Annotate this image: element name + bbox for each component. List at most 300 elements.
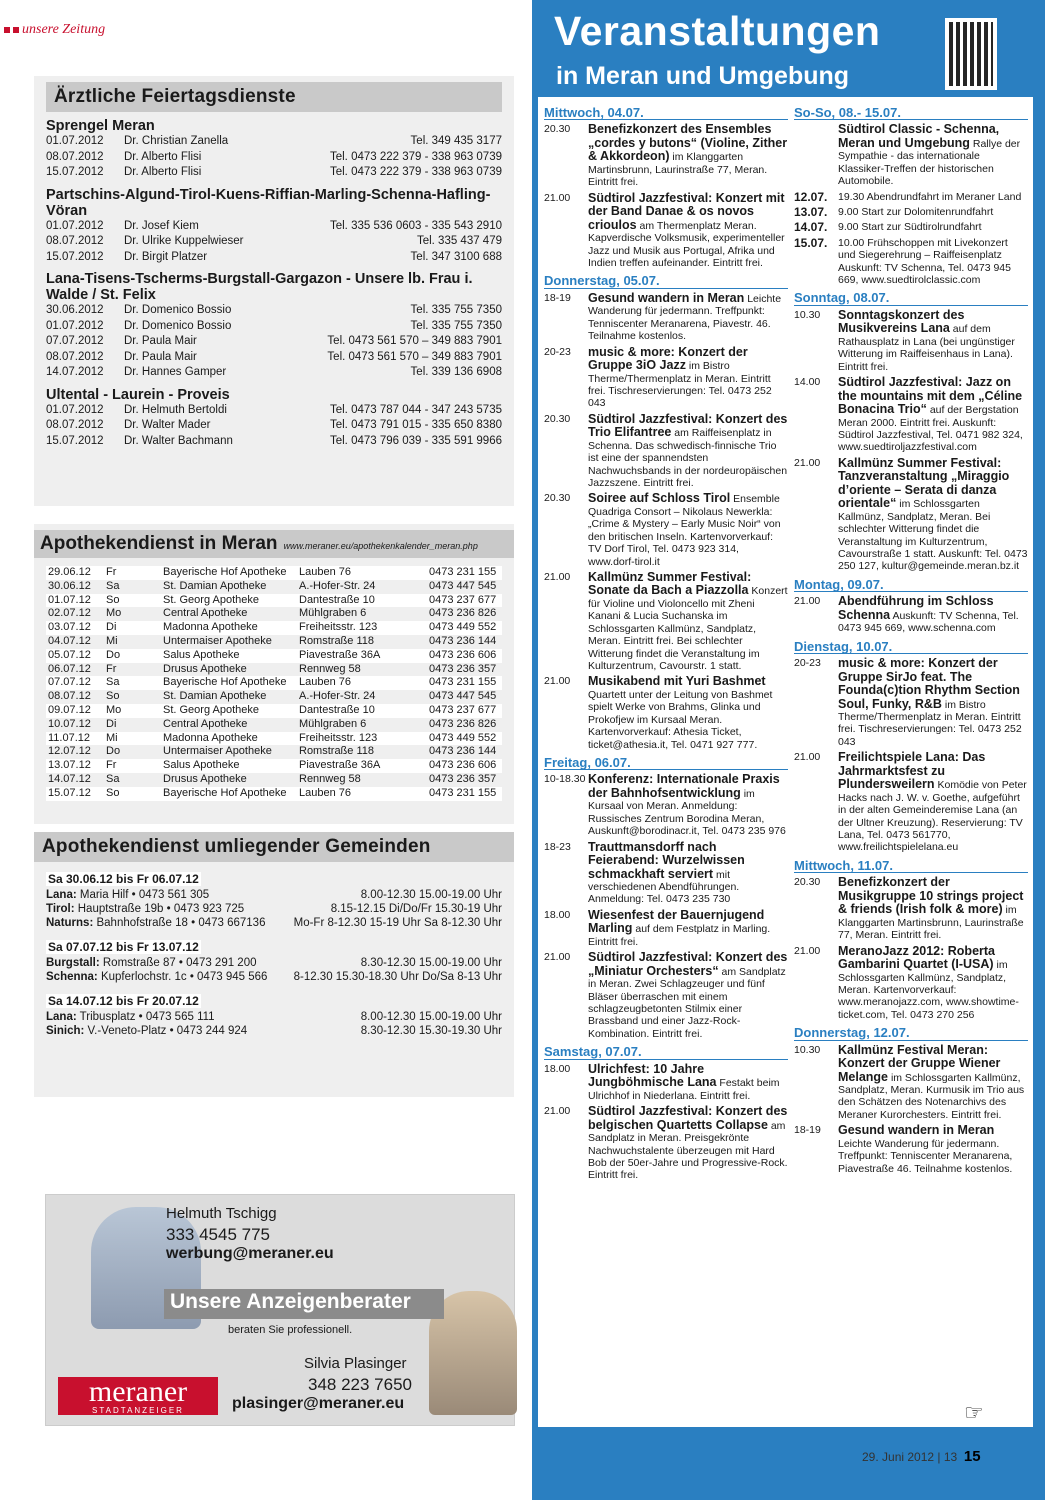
pharmacy-cell: 0473 447 545 xyxy=(429,579,497,592)
pharmacy-row xyxy=(46,676,502,690)
event-body xyxy=(588,346,788,410)
pharmacy-cell: Di xyxy=(106,621,117,634)
doctor-name: Dr. Alberto Flisi xyxy=(124,150,202,163)
event-body xyxy=(588,841,788,906)
event-day: Mittwoch, 11.07. xyxy=(794,860,1028,873)
event-day: Montag, 09.07. xyxy=(794,579,1028,592)
event-item xyxy=(794,221,1028,233)
duty-date: 01.07.2012 xyxy=(46,219,104,232)
group-name: Partschins-Algund-Tirol-Kuens-Riffian-Marling-Schenna-Hafling-Vöran xyxy=(46,186,491,219)
event-time: 21.00 xyxy=(544,951,571,964)
week-line xyxy=(46,970,502,984)
event-item xyxy=(544,413,788,490)
week-head: Sa 30.06.12 bis Fr 06.07.12 xyxy=(48,872,199,886)
doctor-name: Dr. Paula Mair xyxy=(124,350,197,363)
event-body xyxy=(838,876,1028,941)
duty-date: 15.07.2012 xyxy=(46,250,104,263)
doctor-row xyxy=(46,219,502,235)
week-place xyxy=(46,916,265,930)
event-time: 21.00 xyxy=(544,1105,571,1118)
event-headline: Kallmünz Summer Festival: Sonate da Bach a Piazzolla xyxy=(588,569,752,598)
event-headline: music & more: Konzert der Gruppe SirJo feat. The Founda(c)tion Rhythm Section Soul, Funky, R&B xyxy=(838,656,1020,711)
event-time: 18-19 xyxy=(544,291,571,304)
event-body xyxy=(838,457,1028,573)
place-name: Schenna: xyxy=(46,971,98,983)
event-time: 20.30 xyxy=(544,412,571,425)
ad-mail2[interactable]: plasinger@meraner.eu xyxy=(232,1395,405,1412)
doctor-row xyxy=(46,250,502,266)
week-head: Sa 14.07.12 bis Fr 20.07.12 xyxy=(48,994,199,1008)
pharmacy-cell: Sa xyxy=(106,579,120,592)
doctor-name: Dr. Christian Zanella xyxy=(124,135,229,147)
pharmacy-row xyxy=(46,607,502,621)
event-text: im Klanggarten Martinsbrunn, Laurinstraße 77, Meran. Eintritt frei. xyxy=(588,151,768,189)
event-time: 21.00 xyxy=(544,570,571,583)
pharmacy-cell: 0473 236 144 xyxy=(429,745,497,758)
ad-phone1: 333 4545 775 xyxy=(166,1225,270,1244)
event-time: 20.30 xyxy=(794,876,821,889)
pharmacy-row xyxy=(46,704,502,718)
event-text: 9.00 Start zur Südtirolrundfahrt xyxy=(838,221,982,234)
event-text: mit verschiedenen Abendführungen. Anmeldung: Tel. 0473 235 730 xyxy=(588,868,740,906)
events-title: Veranstaltungen xyxy=(554,8,881,54)
event-item xyxy=(794,376,1028,454)
doctor-phone: Tel. 339 136 6908 xyxy=(410,366,502,378)
event-time: 10.30 xyxy=(794,308,821,321)
doctor-row xyxy=(46,319,502,335)
group-name: Lana-Tisens-Tscherms-Burgstall-Gargazon - Unsere lb. Frau i. Walde / St. Felix xyxy=(46,271,473,303)
pharmacy-cell: Drusus Apotheke xyxy=(163,772,247,785)
logo-text: meraner xyxy=(88,1375,188,1408)
event-text: im Schlossgarten Kallmünz, Sandplatz, Meran. Kartenvorverkauf: www.meranojazz.com, www.showtime-ticket.com, Tel. 0473 270 256 xyxy=(838,959,1019,1021)
event-headline: Abendführung im Schloss Schenna xyxy=(838,594,994,622)
pharmacy-cell: Fr xyxy=(106,566,117,578)
place-address: Hauptstraße 19b • 0473 923 725 xyxy=(77,903,245,915)
pharmacy-cell: Piavestraße 36A xyxy=(299,759,381,772)
qr-code-icon[interactable] xyxy=(945,18,997,90)
doctor-phone: Tel. 335 755 7350 xyxy=(410,304,502,316)
event-body xyxy=(838,237,1028,287)
event-body xyxy=(838,191,1028,203)
pharmacy-cell: Rennweg 58 xyxy=(299,662,361,675)
pharmacy-cell: 07.07.12 xyxy=(48,676,91,689)
doctor-group xyxy=(46,271,502,381)
doctor-phone: Tel. 335 755 7350 xyxy=(410,319,502,332)
pharmacy-row xyxy=(46,732,502,746)
footer-date: 29. Juni 2012 | 13 xyxy=(862,1450,958,1464)
duty-date: 08.07.2012 xyxy=(46,350,104,363)
doctor-name: Dr. Paula Mair xyxy=(124,335,197,347)
place-name: Tirol: xyxy=(46,903,75,915)
apo-header xyxy=(34,530,514,558)
doctor-name: Dr. Helmuth Bertoldi xyxy=(124,403,227,416)
event-time: 20-23 xyxy=(794,657,821,670)
event-item xyxy=(794,595,1028,634)
event-headline: Südtirol Classic - Schenna, Meran und Umgebung xyxy=(838,122,1000,150)
pharmacy-cell: Dantestraße 10 xyxy=(299,703,375,716)
apo-url[interactable]: www.meraner.eu/apothekenkalender_meran.php xyxy=(283,541,478,551)
left-column xyxy=(34,76,514,1097)
week-line xyxy=(46,956,502,970)
place-address: Maria Hilf • 0473 561 305 xyxy=(79,889,210,901)
place-address: Tribusplatz • 0473 565 111 xyxy=(79,1011,215,1023)
pharmacy-cell: Romstraße 118 xyxy=(299,634,374,647)
week-line xyxy=(46,902,502,916)
doctor-phone: Tel. 0473 561 570 – 349 883 7901 xyxy=(327,335,502,347)
event-body xyxy=(838,123,1028,187)
duty-date: 08.07.2012 xyxy=(46,235,104,247)
event-body xyxy=(588,773,788,837)
pharmacy-cell: A.-Hofer-Str. 24 xyxy=(299,579,376,592)
event-body xyxy=(838,376,1028,454)
event-time: 13.07. xyxy=(794,205,828,220)
event-time: 10.30 xyxy=(794,1043,821,1056)
event-item xyxy=(544,841,788,906)
doctor-name: Dr. Domenico Bossio xyxy=(124,319,232,332)
event-body xyxy=(588,1105,788,1182)
event-time: 18.00 xyxy=(544,908,571,921)
week-place xyxy=(46,970,267,984)
doctor-name: Dr. Walter Mader xyxy=(124,419,211,431)
week-place xyxy=(46,1010,215,1024)
week-line xyxy=(46,916,502,930)
doctor-row xyxy=(46,350,502,366)
pharmacy-row xyxy=(46,773,502,787)
pharmacy-cell: 30.06.12 xyxy=(48,579,91,592)
events-section xyxy=(532,0,1045,1500)
doctor-row xyxy=(46,434,502,450)
event-item xyxy=(794,309,1028,373)
event-item xyxy=(794,206,1028,218)
duty-date: 01.07.2012 xyxy=(46,135,104,147)
week-line xyxy=(46,1010,502,1024)
place-name: Lana: xyxy=(46,889,77,901)
event-item xyxy=(794,191,1028,203)
pharmacy-cell: 0473 231 155 xyxy=(429,566,497,578)
event-headline: Sonntagskonzert des Musikvereins Lana xyxy=(838,307,965,336)
publication-mark: unsere Zeitung xyxy=(4,22,105,38)
week-head: Sa 07.07.12 bis Fr 13.07.12 xyxy=(48,940,199,954)
apo-table xyxy=(46,566,502,801)
doctor-row xyxy=(46,165,502,181)
pharmacy-cell: 03.07.12 xyxy=(48,621,91,634)
ad-phone2: 348 223 7650 xyxy=(308,1375,412,1394)
events-col-left xyxy=(544,101,788,1182)
event-body xyxy=(838,657,1028,748)
event-time: 20-23 xyxy=(544,345,571,358)
event-headline: Trauttmansdorff nach Feierabend: Wurzelwissen schmackhaft serviert xyxy=(588,839,745,881)
event-text: Festakt beim Ulrichhof in Niederlana. Eintritt frei. xyxy=(588,1077,780,1102)
doctor-phone: Tel. 0473 787 044 - 347 243 5735 xyxy=(329,403,502,416)
doctor-name: Dr. Domenico Bossio xyxy=(124,304,232,316)
pharmacy-cell: St. Damian Apotheke xyxy=(163,579,267,592)
duty-date: 15.07.2012 xyxy=(46,166,104,178)
event-body xyxy=(588,292,788,343)
event-text: im Kursaal von Meran. Anmeldung: Russisches Zentrum Borodina Meran, Auskunft@borodinacr.it, Tel. 0473 235 976 xyxy=(588,787,786,838)
ad-sub: beraten Sie professionell. xyxy=(228,1324,353,1336)
event-text: Ensemble Quadriga Consort – Nikolaus Newerkla: „Crime & Mystery – Early Music Noir“ von den britischen Inseln. Kartenvorverkauf: TV Dorf Tirol, Tel. 0473 923 314, www.dorf-tirol.it xyxy=(588,493,781,568)
pharmacy-cell: 0473 237 677 xyxy=(429,703,497,716)
event-day: Freitag, 06.07. xyxy=(544,757,788,770)
doctor-name: Dr. Birgit Platzer xyxy=(124,250,208,263)
pharmacy-row xyxy=(46,690,502,704)
week-place xyxy=(46,888,209,902)
event-item xyxy=(544,1105,788,1182)
pharmacy-cell: 0473 237 677 xyxy=(429,593,497,606)
event-headline: MeranoJazz 2012: Roberta Gambarini Quartet (I-USA) xyxy=(838,943,996,972)
pharmacy-cell: Freiheitsstr. 123 xyxy=(299,621,378,634)
event-body xyxy=(838,1124,1028,1175)
doctor-row xyxy=(46,334,502,350)
event-time: 21.00 xyxy=(794,944,821,957)
pharmacy-cell: 29.06.12 xyxy=(48,566,91,578)
event-text: im Klanggarten Martinsbrunn, Laurinstraße 77, Meran. Eintritt frei. xyxy=(838,904,1024,942)
pharmacy-cell: Rennweg 58 xyxy=(299,772,361,785)
pharmacy-cell: Madonna Apotheke xyxy=(163,621,258,634)
pharmacy-cell: Mo xyxy=(106,607,122,620)
doctor-name: Dr. Josef Kiem xyxy=(124,219,199,232)
pharmacy-cell: Mi xyxy=(106,634,118,647)
doctor-name: Dr. Walter Bachmann xyxy=(124,434,233,447)
event-body xyxy=(588,909,788,948)
pharmacy-cell: Dantestraße 10 xyxy=(299,593,375,606)
pharmacy-cell: 05.07.12 xyxy=(48,648,91,661)
event-item xyxy=(544,123,788,188)
pharmacy-cell: Fr xyxy=(106,662,117,675)
event-body xyxy=(838,751,1028,854)
event-time: 21.00 xyxy=(794,751,821,764)
doctor-row xyxy=(46,303,502,319)
aerzte-groups xyxy=(46,118,502,449)
event-item xyxy=(544,346,788,410)
pharmacy-cell: 0473 236 826 xyxy=(429,607,497,620)
week-place xyxy=(46,1024,247,1038)
week-place xyxy=(46,956,257,970)
aerzte-box xyxy=(34,76,514,506)
event-body xyxy=(588,675,788,751)
pharmacy-cell: Untermaiser Apotheke xyxy=(163,745,272,758)
event-headline: Soiree auf Schloss Tirol xyxy=(588,491,731,506)
doctor-row xyxy=(46,418,502,434)
pharmacy-cell: Central Apotheke xyxy=(163,717,248,730)
event-body xyxy=(588,492,788,568)
event-item xyxy=(544,909,788,948)
pharmacy-cell: 0473 236 144 xyxy=(429,634,497,647)
pharmacy-cell: 11.07.12 xyxy=(48,731,91,744)
opening-hours: 8.00-12.30 15.00-19.00 Uhr xyxy=(360,1011,502,1023)
apo-box xyxy=(34,524,514,824)
doctor-group xyxy=(46,118,502,181)
page-footer xyxy=(862,1448,981,1465)
event-headline: Südtirol Jazzfestival: Konzert des belgischen Quartetts Collapse xyxy=(588,1104,788,1132)
event-item xyxy=(794,457,1028,573)
event-headline: Konferenz: Internationale Praxis der Bahnhofsentwicklung xyxy=(588,772,780,800)
pharmacy-cell: 06.07.12 xyxy=(48,662,91,675)
week-line xyxy=(46,1024,502,1038)
duty-date: 08.07.2012 xyxy=(46,419,104,431)
pharmacy-cell: Lauben 76 xyxy=(299,786,351,799)
event-text: im Schlossgarten Kallmünz, Sandplatz, Meran. Bei schlechter Witterung findet die Veranstaltung im Kulturzentrum, Cavourstraße 1 statt. Auskunft: Tel. 0473 250 127, kultur@gemeinde.meran.bz.it xyxy=(838,498,1028,573)
duty-date: 07.07.2012 xyxy=(46,335,104,347)
group-name: Ultental - Laurein - Proveis xyxy=(46,386,230,403)
doctor-name: Dr. Alberto Flisi xyxy=(124,166,202,178)
event-headline: Gesund wandern in Meran xyxy=(838,1123,995,1138)
pharmacy-row xyxy=(46,663,502,677)
event-text: im Bistro Therme/Thermenplatz in Meran. Eintritt frei. Tischreservierungen: Tel. 0473 252 043 xyxy=(838,698,1022,748)
pharmacy-row xyxy=(46,649,502,663)
event-headline: Südtirol Jazzfestival: Jazz on the mountains mit dem „Céline Bonacina Trio“ xyxy=(838,375,1023,417)
event-headline: Südtirol Jazzfestival: Konzert mit der Band Danae & os novos crioulos xyxy=(588,190,785,232)
place-name: Naturns: xyxy=(46,917,94,929)
pharmacy-cell: Lauben 76 xyxy=(299,676,351,689)
event-headline: Kallmünz Festival Meran: Konzert der Gruppe Wiener Melange xyxy=(838,1042,1001,1084)
meraner-logo xyxy=(58,1377,218,1415)
doctor-phone: Tel. 335 536 0603 - 335 543 2910 xyxy=(329,219,502,232)
ad-name2: Silvia Plasinger xyxy=(304,1355,407,1372)
doctor-name: Dr. Hannes Gamper xyxy=(124,366,227,378)
event-headline: Musikabend mit Yuri Bashmet xyxy=(588,674,766,689)
event-time: 12.07. xyxy=(794,189,828,204)
events-col-right xyxy=(794,101,1028,1175)
pharmacy-cell: Sa xyxy=(106,772,120,785)
doctor-phone: Tel. 0473 222 379 - 338 963 0739 xyxy=(329,150,502,163)
pharmacy-cell: Mi xyxy=(106,731,118,744)
umliegend-title: Apothekendienst umliegender Gemeinden xyxy=(34,832,514,862)
week-place xyxy=(46,902,244,916)
opening-hours: 8-12.30 15.30-18.30 Uhr Do/Sa 8-13 Uhr xyxy=(293,971,502,983)
pharmacy-cell: 02.07.12 xyxy=(48,607,91,620)
event-time: 21.00 xyxy=(544,191,571,204)
event-headline: Gesund wandern in Meran xyxy=(588,290,745,305)
event-time: 14.07. xyxy=(794,220,828,235)
event-text: auf dem Festplatz in Marling. Eintritt frei. xyxy=(588,923,771,948)
event-text: am Thermenplatz Meran. Kapverdische Volksmusik, experimenteller Jazz und Musik aus Portugal, Afrika und Indien treffen aufeinander. Eintritt frei. xyxy=(588,219,785,270)
doctor-phone: Tel. 335 437 479 xyxy=(416,235,502,247)
duty-date: 15.07.2012 xyxy=(46,434,104,447)
event-text: 19.30 Abendrundfahrt im Meraner Land xyxy=(838,190,1022,203)
pharmacy-row xyxy=(46,787,502,801)
ad-name1: Helmuth Tschigg xyxy=(166,1205,277,1222)
event-item xyxy=(544,571,788,672)
aerzte-title: Ärztliche Feiertagsdienste xyxy=(46,82,502,112)
pharmacy-cell: Mühlgraben 6 xyxy=(299,607,367,620)
ad-mail1[interactable]: werbung@meraner.eu xyxy=(166,1245,334,1262)
pharmacy-cell: 0473 449 552 xyxy=(429,621,497,634)
group-name: Sprengel Meran xyxy=(46,118,155,134)
event-item xyxy=(794,876,1028,941)
doctor-row xyxy=(46,134,502,150)
pharmacy-cell: 08.07.12 xyxy=(48,690,91,703)
doctor-group xyxy=(46,387,502,450)
pharmacy-cell: So xyxy=(106,593,120,606)
event-time: 10-18.30 xyxy=(544,773,586,786)
event-time: 21.00 xyxy=(794,595,821,608)
pharmacy-cell: Bayerische Hof Apotheke xyxy=(163,566,287,578)
event-item xyxy=(544,1063,788,1102)
pharmacy-cell: 0473 231 155 xyxy=(429,786,497,799)
pharmacy-cell: A.-Hofer-Str. 24 xyxy=(299,690,376,703)
place-name: Lana: xyxy=(46,1011,77,1023)
pharmacy-cell: So xyxy=(106,786,120,799)
pharmacy-row xyxy=(46,745,502,759)
pharmacy-cell: Bayerische Hof Apotheke xyxy=(163,676,287,689)
pharmacy-cell: Piavestraße 36A xyxy=(299,648,381,661)
event-day: Sonntag, 08.07. xyxy=(794,292,1028,305)
event-time xyxy=(794,123,838,187)
event-body xyxy=(588,413,788,490)
event-item xyxy=(544,951,788,1040)
event-text: im Bistro Therme/Thermenplatz in Meran. Eintritt frei. Tischreservierungen: Tel. 0473 252 043 xyxy=(588,360,772,410)
events-panel xyxy=(538,97,1033,1427)
event-day: Mittwoch, 04.07. xyxy=(544,107,788,120)
pharmacy-cell: 0473 236 357 xyxy=(429,662,497,675)
event-day: Dienstag, 10.07. xyxy=(794,641,1028,654)
event-time: 20.30 xyxy=(544,492,571,505)
pharmacy-cell: Drusus Apotheke xyxy=(163,662,247,675)
pharmacy-row xyxy=(46,621,502,635)
pharmacy-row xyxy=(46,635,502,649)
event-item xyxy=(544,492,788,568)
event-body xyxy=(588,571,788,672)
pharmacy-row xyxy=(46,594,502,608)
pharmacy-cell: 10.07.12 xyxy=(48,717,91,730)
event-time: 14.00 xyxy=(794,376,821,389)
pharmacy-cell: Fr xyxy=(106,759,117,772)
event-item xyxy=(794,1124,1028,1175)
pharmacy-cell: Central Apotheke xyxy=(163,607,248,620)
event-text: 10.00 Frühschoppen mit Livekonzert und Siegerehrung – Raiffeisenplatz Auskunft: TV Schenna, Tel. 0473 945 669, www.suedtirolclassic.com xyxy=(838,236,1011,287)
doctor-group xyxy=(46,187,502,266)
event-text: Leichte Wanderung für jedermann. Treffpunkt: Tenniscenter Meranarena, Piavestraße 46. Teilnahme kostenlos. xyxy=(838,1137,1013,1175)
pharmacy-cell: Romstraße 118 xyxy=(299,745,374,758)
event-item xyxy=(544,773,788,837)
pharmacy-cell: Untermaiser Apotheke xyxy=(163,634,272,647)
events-subtitle: in Meran und Umgebung xyxy=(556,62,850,90)
doctor-row xyxy=(46,150,502,166)
pharmacy-cell: Sa xyxy=(106,676,120,689)
pharmacy-cell: 0473 447 545 xyxy=(429,690,497,703)
event-body xyxy=(588,192,788,270)
event-headline: Wiesenfest der Bauernjugend Marling xyxy=(588,907,765,936)
event-day: Samstag, 07.07. xyxy=(544,1046,788,1059)
event-item xyxy=(794,237,1028,287)
event-text: Konzert für Violine und Violoncello mit Zheni Kanani & Lucia Suchanska im Schlossgarten Kallmünz, Sandplatz, Meran. Eintritt frei. Bei schlechter Witterung findet die Veranstaltung im Kulturzentrum, Cavourstr. 1 statt. xyxy=(588,585,788,672)
pharmacy-cell: St. Georg Apotheke xyxy=(163,593,260,606)
pharmacy-cell: 0473 236 826 xyxy=(429,717,497,730)
doctor-row xyxy=(46,403,502,419)
duty-date: 01.07.2012 xyxy=(46,403,104,416)
pharmacy-cell: 0473 236 606 xyxy=(429,759,497,772)
event-text: Leichte Wanderung für jedermann. Treffpunkt: Tenniscenter Meranarena, Piavestr. 46. Teilnahme kostenlos. xyxy=(588,292,782,343)
ad-banner: Unsere Anzeigenberater xyxy=(164,1289,444,1319)
event-day: Donnerstag, 12.07. xyxy=(794,1027,1028,1040)
pharmacy-cell: St. Georg Apotheke xyxy=(163,703,260,716)
pointing-hand-icon: ☞ xyxy=(964,1400,984,1425)
event-body xyxy=(588,123,788,188)
duty-date: 01.07.2012 xyxy=(46,319,104,332)
event-text: Komödie von Peter Hacks nach J. W. v. Goethe, aufgeführt in der alten Gemeinderemise Lana (an der Ultner Kreuzung). Reservierung: TV Lana, Tel. 0473 561770, www.freilichtspielelana.eu xyxy=(838,779,1027,854)
umliegend-weeks xyxy=(46,870,502,1038)
duty-date: 14.07.2012 xyxy=(46,366,104,378)
event-headline: Ulrichfest: 10 Jahre Jungböhmische Lana xyxy=(588,1061,717,1090)
event-headline: Südtirol Jazzfestival: Konzert des Trio Elifantree xyxy=(588,411,788,440)
pharmacy-cell: 0473 231 155 xyxy=(429,676,497,689)
place-name: Sinich: xyxy=(46,1025,85,1037)
pharmacy-cell: 13.07.12 xyxy=(48,759,91,772)
place-address: Romstraße 87 • 0473 291 200 xyxy=(102,957,257,969)
pharmacy-cell: Lauben 76 xyxy=(299,566,351,578)
logo-sub: STADTANZEIGER xyxy=(92,1406,184,1415)
